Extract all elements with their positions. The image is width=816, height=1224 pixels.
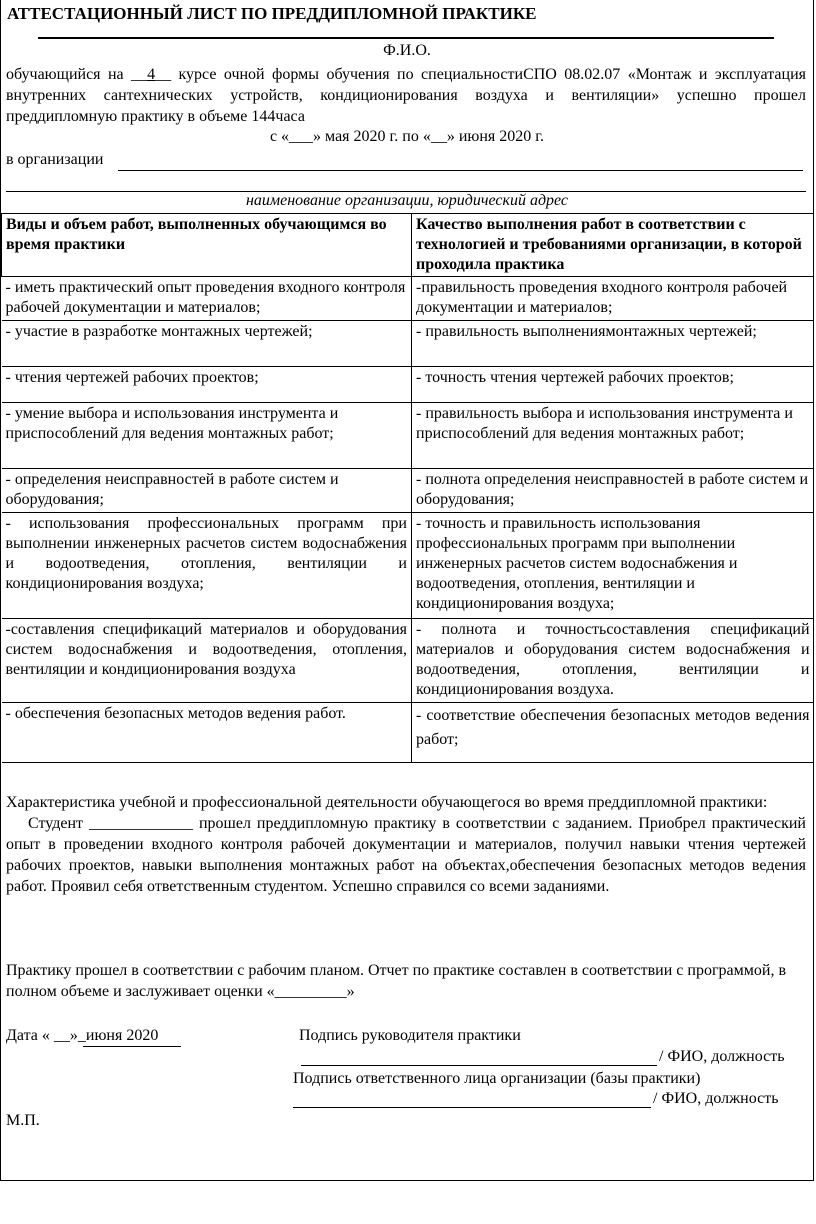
row-work: - участие в разработке монтажных чертежей; <box>2 321 412 367</box>
table-row <box>2 277 814 321</box>
row-work: - определения неисправностей в работе систем и оборудования; <box>2 469 412 513</box>
table-row <box>2 513 814 619</box>
header-quality: Качество выполнения работ в соответствии с технологией и требованиями организации, в которой проходила практика <box>412 214 814 277</box>
row-quality: - полнота определения неисправностей в работе систем и оборудования; <box>412 469 814 513</box>
organization-fio-position: / ФИО, должность <box>653 1090 779 1107</box>
row-quality: - правильность выполнениямонтажных чертежей; <box>412 321 814 367</box>
organization-caption: наименование организации, юридический адрес <box>245 192 569 209</box>
table-header-row <box>2 214 814 277</box>
table-row <box>2 469 814 513</box>
works-table <box>1 213 814 763</box>
table-row <box>2 619 814 703</box>
organization-line <box>118 170 803 171</box>
row-work: - обеспечения безопасных методов ведения работ. <box>2 703 412 763</box>
organization-signature-line <box>293 1107 651 1108</box>
table-row <box>2 703 814 763</box>
header-works: Виды и объем работ, выполненных обучающимся во время практики <box>2 214 412 277</box>
intro-paragraph <box>6 64 806 127</box>
row-work: - умение выбора и использования инструмента и приспособлений для ведения монтажных работ; <box>2 403 412 469</box>
intro-text-a: обучающийся на __ <box>6 66 148 83</box>
date-field: Дата « __»_июня 2020 <box>6 1027 159 1044</box>
table-row <box>2 321 814 367</box>
supervisor-fio-position: / ФИО, должность <box>659 1048 785 1065</box>
row-quality: - точность чтения чертежей рабочих проектов; <box>412 367 814 403</box>
practice-dates: с «___» мая 2020 г. по «__» июня 2020 г. <box>269 128 545 145</box>
practice-text: Практику прошел в соответствии с рабочим планом. Отчет по практике составлен в соответствии с программой, в полном объеме и заслуживает оценки «_________» <box>6 962 786 1000</box>
row-work: - иметь практический опыт проведения входного контроля рабочей документации и материалов; <box>2 277 412 321</box>
row-work: - чтения чертежей рабочих проектов; <box>2 367 412 403</box>
organization-label: в организации <box>6 151 104 168</box>
course-number: 4 <box>147 66 156 83</box>
stamp-place: М.П. <box>6 1112 40 1129</box>
supervisor-signature-line <box>301 1065 657 1066</box>
characteristic-heading: Характеристика учебной и профессиональной деятельности обучающегося во время преддипломной практики: <box>6 794 768 811</box>
fio-line <box>38 37 774 39</box>
row-quality: - правильность выбора и использования инструмента и приспособлений для ведения монтажных работ; <box>412 403 814 469</box>
fio-label: Ф.И.О. <box>383 42 431 59</box>
date-underline <box>83 1046 181 1047</box>
supervisor-signature-label: Подпись руководителя практики <box>299 1027 521 1044</box>
intro-text-b: __ курсе очной формы обучения по специальностиСПО 08.02.07 «Монтаж и эксплуатация внутренних сантехнических устройств, кондиционирования воздуха и вентиляции» успешно прошел преддипломную практику в объеме 144часа <box>6 66 806 125</box>
characteristic-body: Студент _____________ прошел преддипломную практику в соответствии с заданием. Приобрел практический опыт в проведении входного контроля рабочей документации и материалов, получил навыки чтения чертежей рабочих проектов, навыки выполнения монтажных работ на объектах,обеспечения безопасных методов ведения работ. Проявил себя ответственным студентом. Успешно справился со всеми заданиями. <box>6 815 806 895</box>
row-work: -составления спецификаций материалов и оборудования систем водоснабжения и водоотведения, отопления, вентиляции и кондиционирования воздуха <box>2 619 412 703</box>
row-work: - использования профессиональных программ при выполнении инженерных расчетов систем водоснабжения и водоотведения, отопления, вентиляции и кондиционирования воздуха; <box>2 513 412 619</box>
characteristic-section <box>6 792 806 897</box>
practice-result <box>6 960 806 1002</box>
row-quality: - точность и правильность использования профессиональных программ при выполнении инженерных расчетов систем водоснабжения и водоотведения, отопления, вентиляции и кондиционирования воздуха; <box>412 513 814 619</box>
document-title: АТТЕСТАЦИОННЫЙ ЛИСТ ПО ПРЕДДИПЛОМНОЙ ПРАКТИКЕ <box>7 4 537 23</box>
row-quality: - соответствие обеспечения безопасных методов ведения работ; <box>412 703 814 763</box>
row-quality: -правильность проведения входного контроля рабочей документации и материалов; <box>412 277 814 321</box>
row-quality: - полнота и точностьсоставления спецификаций материалов и оборудования систем водоснабжения и водоотведения, отопления, вентиляции и кондиционирования воздуха. <box>412 619 814 703</box>
table-row <box>2 403 814 469</box>
organization-signature-label: Подпись ответственного лица организации (базы практики) <box>293 1070 701 1087</box>
table-row <box>2 367 814 403</box>
